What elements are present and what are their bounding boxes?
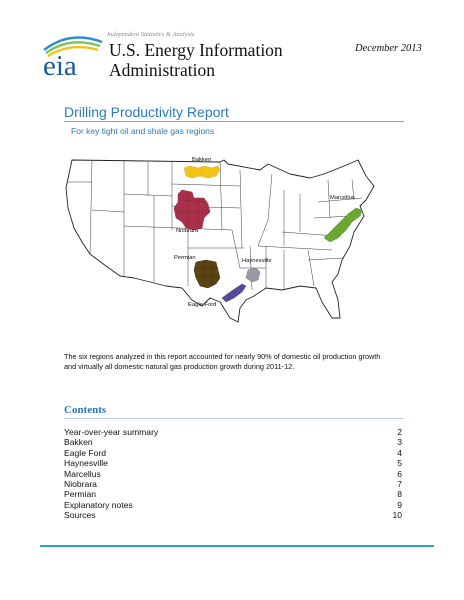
toc-item-sources[interactable] xyxy=(64,510,404,520)
toc-item-year-over-year-summary[interactable] xyxy=(64,427,404,437)
toc-item-label: Year-over-year summary xyxy=(64,427,159,437)
report-subtitle: For key tight oil and shale gas regions xyxy=(71,126,215,136)
toc-item-label: Permian xyxy=(64,489,96,500)
toc-item-label: Bakken xyxy=(64,437,93,448)
toc-item-label: Sources xyxy=(64,510,96,521)
label-haynesville: Haynesville xyxy=(242,258,272,264)
toc-item-page: 2 xyxy=(397,427,402,437)
toc-item-label: Haynesville xyxy=(64,458,108,469)
table-of-contents xyxy=(64,427,404,521)
summary-paragraph: The six regions analyzed in this report accounted for nearly 90% of domestic oil production growth and virtually all domestic natural gas production growth during 2011-12. xyxy=(64,352,381,371)
toc-item-page: 4 xyxy=(397,447,402,458)
tagline: Independent Statistics & Analysis xyxy=(107,31,195,38)
label-marcellus: Marcellus xyxy=(330,195,355,201)
eia-logo xyxy=(40,28,104,80)
label-permian: Permian xyxy=(174,255,196,261)
agency-name-line-2: Administration xyxy=(109,60,215,80)
toc-item-page: 5 xyxy=(397,458,402,469)
report-title: Drilling Productivity Report xyxy=(64,104,229,120)
toc-item-page: 8 xyxy=(397,489,402,500)
label-bakken: Bakken xyxy=(192,157,212,163)
label-eagle-ford: Eagle Ford xyxy=(188,302,217,308)
toc-item-label: Eagle Ford xyxy=(64,447,107,458)
region-bakken xyxy=(184,166,220,178)
toc-item-marcellus[interactable] xyxy=(64,469,404,479)
contents-divider xyxy=(64,418,404,419)
us-shale-regions-map xyxy=(62,150,400,332)
title-divider xyxy=(64,121,404,122)
toc-item-label: Marcellus xyxy=(64,468,101,479)
toc-item-eagle-ford[interactable] xyxy=(64,448,404,458)
footer-divider xyxy=(40,545,434,547)
toc-item-haynesville[interactable] xyxy=(64,458,404,468)
toc-item-permian[interactable] xyxy=(64,489,404,499)
agency-name xyxy=(109,40,283,80)
logo-text: eia xyxy=(43,50,77,80)
toc-item-page: 3 xyxy=(397,437,402,448)
label-niobrara: Niobrara xyxy=(176,228,199,234)
contents-heading: Contents xyxy=(64,404,107,416)
toc-item-page: 7 xyxy=(397,478,402,489)
toc-item-label: Niobrara xyxy=(64,478,97,489)
toc-item-page: 9 xyxy=(397,499,402,510)
toc-item-page: 6 xyxy=(397,468,402,479)
toc-item-label: Explanatory notes xyxy=(64,499,133,510)
us-outline xyxy=(66,160,374,322)
toc-item-page: 10 xyxy=(392,510,402,521)
report-date: December 2013 xyxy=(355,43,422,54)
toc-item-niobrara[interactable] xyxy=(64,479,404,489)
toc-item-explanatory-notes[interactable] xyxy=(64,500,404,510)
agency-name-line-1: U.S. Energy Information xyxy=(109,40,283,60)
toc-item-bakken[interactable] xyxy=(64,437,404,447)
